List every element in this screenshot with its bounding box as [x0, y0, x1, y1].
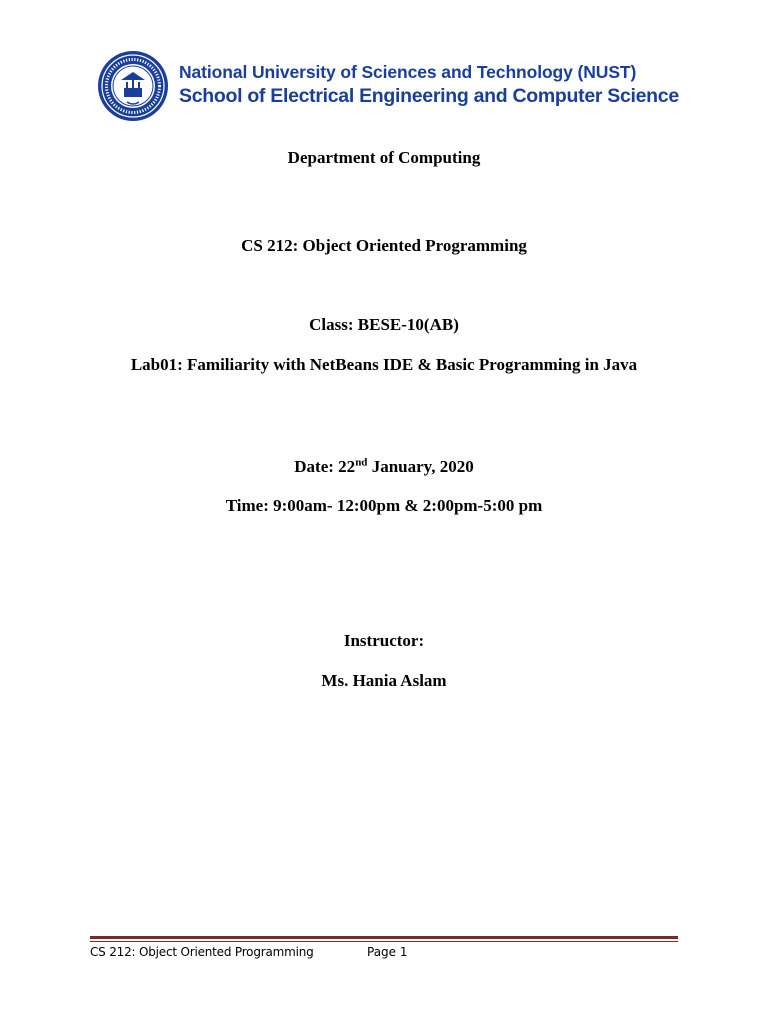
letterhead: [97, 50, 697, 124]
date-line: [0, 456, 768, 478]
instructor-label: Instructor:: [343, 631, 425, 650]
class-label: Class: BESE-10(AB): [309, 315, 459, 334]
date-rest: January, 2020: [367, 457, 474, 476]
date-prefix: Date: 22: [294, 457, 356, 476]
school-name: School of Electrical Engineering and Computer Science: [179, 85, 679, 107]
instructor-name: Ms. Hania Aslam: [321, 671, 447, 690]
department-heading: Department of Computing: [287, 148, 481, 167]
footer-rule: [90, 936, 678, 939]
lab-title: Lab01: Familiarity with NetBeans IDE & Basic Programming in Java: [130, 355, 638, 374]
nust-seal-icon: [97, 50, 169, 122]
footer-course: CS 212: Object Oriented Programming: [90, 945, 314, 959]
footer-rule-thin: [90, 941, 678, 942]
institution-name: National University of Sciences and Technology (NUST): [179, 62, 637, 82]
time-line: Time: 9:00am- 12:00pm & 2:00pm-5:00 pm: [225, 496, 543, 515]
footer-page-number: Page 1: [367, 945, 408, 959]
course-title: CS 212: Object Oriented Programming: [241, 236, 527, 255]
date-ordinal: nd: [355, 456, 368, 469]
